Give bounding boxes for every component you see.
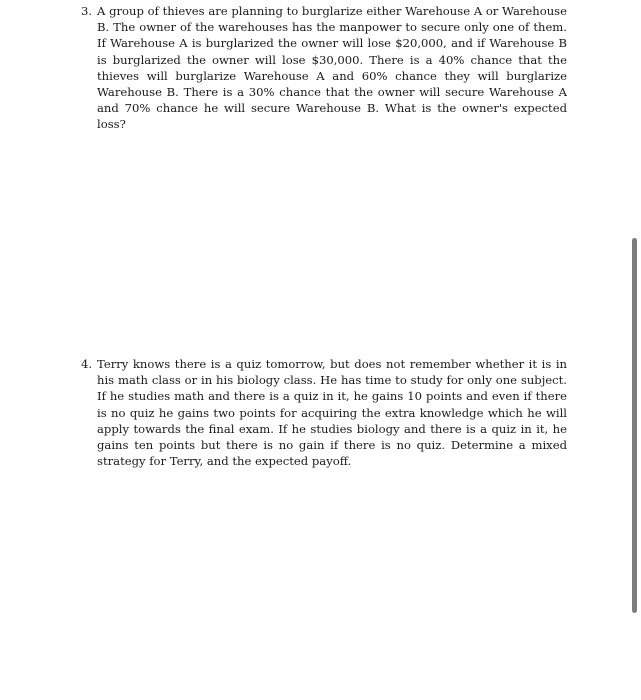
problem-number: 4.	[81, 357, 93, 371]
problem-text: A group of thieves are planning to burglarize either Warehouse A or Warehouse B. The owner of the warehouses has the manpower to secure only one of them. If Warehouse A is burglarized the owner will lose $20,000, and if Warehouse B is burglarized the owner will lose $30,000. There is a 40% chance that the thieves will burglarize Warehouse A and 60% chance they will burglarize Warehouse B. There is a 30% chance that the owner will secure Warehouse A and 70% chance he will secure Warehouse B. What is the owner's expected loss?	[97, 4, 567, 132]
vertical-scrollbar[interactable]	[632, 238, 637, 613]
problem-number: 3.	[81, 4, 93, 18]
problem-3	[81, 3, 567, 133]
problem-text: Terry knows there is a quiz tomorrow, but does not remember whether it is in his math class or in his biology class. He has time to study for only one subject. If he studies math and there is a quiz in it, he gains 10 points and even if there is no quiz he gains two points for acquiring the extra knowledge which he will apply towards the final exam. If he studies biology and there is a quiz in it, he gains ten points but there is no gain if there is no quiz. Determine a mixed strategy for Terry, and the expected payoff.	[97, 357, 567, 469]
problem-4	[81, 356, 567, 469]
